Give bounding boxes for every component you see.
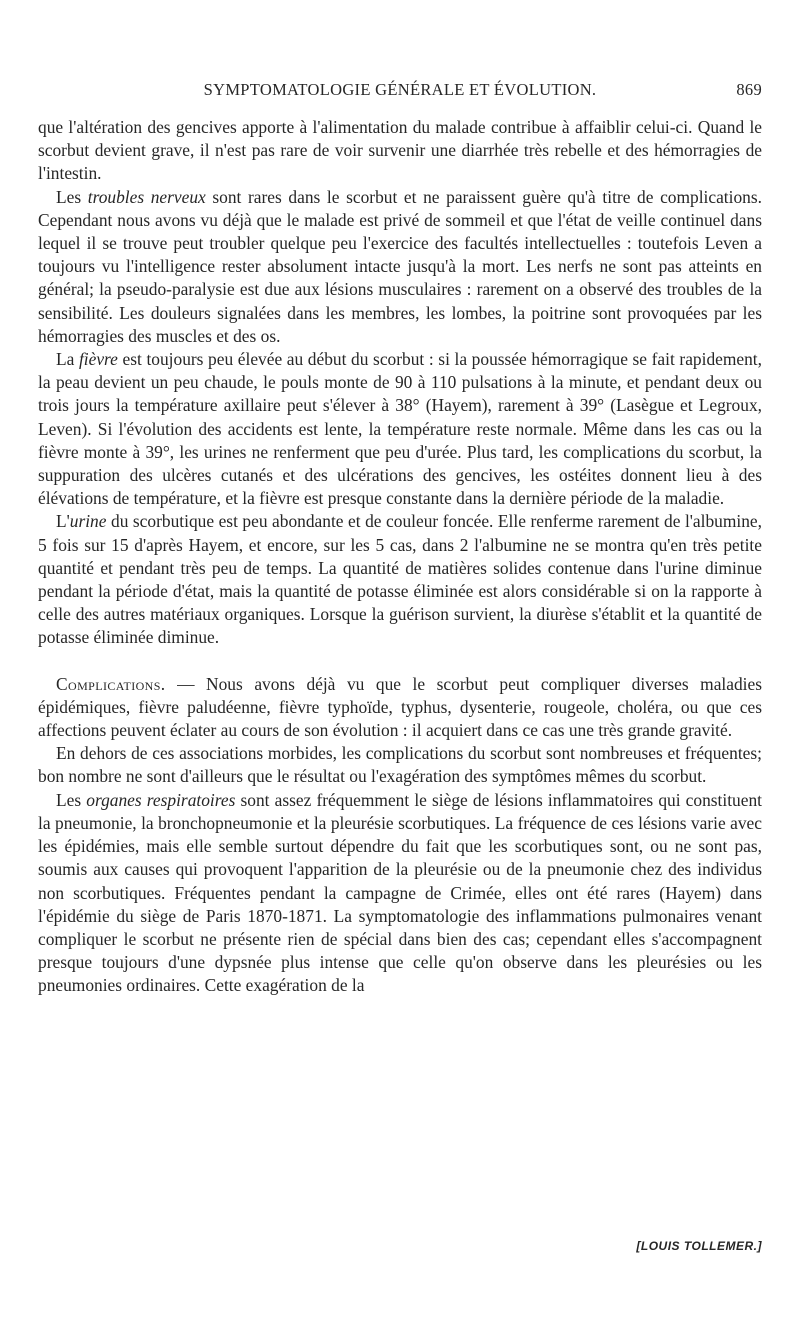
page-title: SYMPTOMATOLOGIE GÉNÉRALE ET ÉVOLUTION. [203, 80, 597, 99]
paragraph: Les organes respiratoires sont assez fréquemment le siège de lésions inflammatoires qui constituent la pneumonie, la bronchopneumonie et la pleurésie scorbutiques. La fréquence de ces lésions varie avec les épidémies, mais elle semble surtout dépendre du fait que les scorbutiques sont, ou ne sont pas, soumis aux causes qui provoquent l'apparition de la pleurésie ou de la pneumonie chez des individus non scorbutiques. Fréquentes pendant la campagne de Crimée, elles ont été rares (Hayem) dans l'épidémie du siège de Paris 1870-1871. La symptomatologie des inflammations pulmonaires venant compliquer le scorbut ne présente rien de spécial dans bien des cas; cependant elles s'accompagnent presque toujours d'une dypsnée plus intense que celle qu'on observe dans les pleurésies ou les pneumonies ordinaires. Cette exagération de la [38, 789, 762, 996]
emphasis: fièvre [78, 349, 118, 370]
body-text [38, 116, 762, 998]
paragraph: que l'altération des gencives apporte à l'alimentation du malade contribue à affaiblir celui-ci. Quand le scorbut devient grave, il n'est pas rare de voir survenir une diarrhée très rebelle et des hémorragies de l'intestin. [38, 117, 762, 184]
paragraph: La fièvre est toujours peu élevée au début du scorbut : si la poussée hémorragique se fait rapidement, la peau devient un peu chaude, le pouls monte de 90 à 110 pulsations à la minute, et pendant deux ou trois jours la température axillaire peut s'élever à 38° (Hayem), rarement à 39° (Lasègue et Legroux, Leven). Si l'évolution des accidents est lente, la température reste normale. Même dans les cas ou la fièvre monte à 39°, les urines ne renferment que peu d'urée. Plus tard, les complications du scorbut, la suppuration des ulcères cutanés et des ulcérations des gencives, les ostéites donnent lieu à des élévations de température, et la fièvre est presque constante dans la dernière période de la maladie. [38, 349, 762, 509]
printer-credit: [LOUIS TOLLEMER.] [636, 1239, 762, 1253]
emphasis: troubles nerveux [87, 186, 206, 207]
paragraph: Les troubles nerveux sont rares dans le scorbut et ne paraissent guère qu'à titre de complications. Cependant nous avons vu déjà que le malade est privé de sommeil et que l'état de veille continuel dans lequel il se trouve peut troubler quelque peu l'exercice des facultés intellectuelles : toutefois Leven a toujours vu l'intelligence rester absolument intacte jusqu'à la mort. Les nerfs ne sont pas atteints en général; la pseudo-paralysie est due aux lésions musculaires : rarement on a observé des troubles de la sensibilité. Les douleurs signalées dans les membres, les lombes, la poitrine sont provoquées par les hémorragies des muscles et des os. [38, 186, 762, 346]
section-paragraph: Complications. — Nous avons déjà vu que le scorbut peut compliquer diverses maladies épidémiques, fièvre paludéenne, fièvre typhoïde, typhus, dysenterie, rougeole, choléra, ou que ces affections peuvent éclater au cours de son évolution : il acquiert dans ce cas une très grande gravité. [38, 673, 762, 741]
page-number: 869 [736, 80, 762, 99]
running-head [38, 80, 762, 106]
emphasis: organes respiratoires [86, 789, 236, 810]
section-label: Complications. [56, 673, 166, 694]
emphasis: urine [69, 511, 107, 532]
paragraph: L'urine du scorbutique est peu abondante et de couleur foncée. Elle renferme rarement de l'albumine, 5 fois sur 15 d'après Hayem, et encore, sur les 5 cas, dans 2 l'albumine ne se montra qu'en très petite quantité et pendant très peu de temps. La quantité de matières solides contenue dans l'urine diminue pendant la période d'état, mais la quantité de potasse éliminée est alors considérable si on la rapporte à celle des autres matériaux organiques. Lorsque la guérison survient, la diurèse s'établit et la quantité de potasse éliminée diminue. [38, 511, 762, 648]
paragraph: En dehors de ces associations morbides, les complications du scorbut sont nombreuses et fréquentes; bon nombre ne sont d'ailleurs que le résultat ou l'exagération des symptômes mêmes du scorbut. [38, 743, 762, 787]
